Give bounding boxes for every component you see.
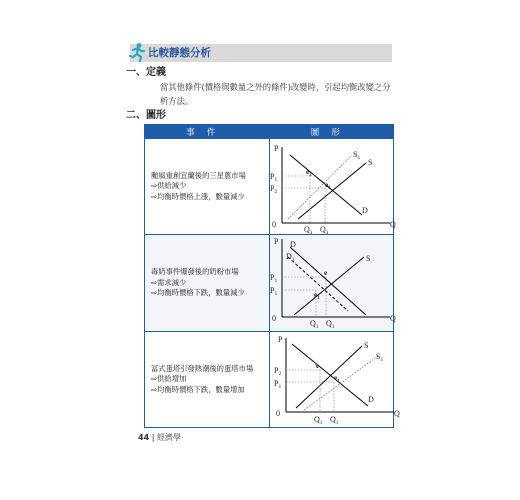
equilibrium-e1-label: $e_1$ [324, 181, 331, 191]
graph-cell [269, 235, 394, 332]
quantity-q2-label: $Q_1$ [319, 225, 329, 234]
header-graph: 圖形 [269, 125, 394, 139]
page-number: 44 [138, 433, 150, 442]
demand-decrease-diagram [270, 235, 402, 331]
quantity-q2-label: $Q_1$ [325, 319, 335, 330]
event-title: 颱風重創宜蘭後的三星蔥市場 [151, 170, 246, 180]
book-title: 經濟學 [156, 433, 181, 442]
quantity-q1-label: $Q_1$ [309, 319, 319, 330]
table-row [145, 139, 394, 235]
equilibrium-e-label: e [323, 269, 327, 277]
origin-label: 0 [271, 314, 276, 323]
definition-heading: 一、定義 [126, 67, 166, 78]
event-title: 冨式蛋塔引發熱潮後的蛋塔市場 [151, 363, 254, 373]
event-shift: ⇨供給增加 [151, 374, 187, 384]
graph-cell [269, 139, 394, 235]
axis-q-label: Q [393, 409, 400, 418]
supply-s-label: S [363, 341, 368, 350]
axis-p-label: P [273, 144, 278, 153]
price-p2-label: $P_2$ [273, 366, 281, 377]
footer-separator: | [151, 433, 155, 442]
axis-q-label: Q [389, 220, 396, 229]
event-description [145, 332, 270, 428]
demand-d-label: D [367, 395, 374, 404]
event-description [145, 235, 270, 332]
price-p1-label: $P_1$ [273, 379, 281, 390]
event-result: ⇨均衡時價格下跌，數量增加 [151, 384, 245, 394]
supply-decrease-diagram [270, 139, 402, 234]
quantity-q1-label: $Q_1$ [303, 225, 313, 234]
demand-d1-label: $D_1$ [285, 252, 295, 263]
table-row [145, 235, 394, 332]
event-result: ⇨均衡時價格上漲，數量減少 [151, 191, 245, 201]
supply-s1-label: $S_1$ [375, 352, 383, 363]
axis-p-label: P [273, 237, 278, 246]
quantity-q2-label: $Q_1$ [329, 415, 339, 426]
header-event: 事件 [145, 125, 270, 139]
equilibrium-e-label: e [315, 362, 319, 370]
quantity-q1-label: $Q_1$ [313, 415, 323, 426]
demand-d-label: D [289, 240, 296, 249]
price-p2-label: $P_2$ [269, 184, 277, 195]
supply-s-label: S [365, 254, 370, 263]
event-description [145, 139, 270, 235]
event-result: ⇨均衡時價格下跌，數量減少 [151, 288, 245, 298]
event-title: 毒奶事件爆發後的奶粉市場 [151, 267, 239, 277]
page-footer [138, 432, 181, 444]
price-p2-label: $P_1$ [269, 286, 277, 297]
table-row [145, 332, 394, 428]
supply-s-label: S [367, 158, 372, 167]
origin-label: 0 [271, 220, 276, 229]
origin-label: 0 [275, 409, 280, 418]
graph-cell [269, 332, 400, 428]
event-shift: ⇨需求減少 [151, 277, 187, 287]
axis-p-label: P [277, 335, 282, 344]
supply-increase-diagram [270, 332, 402, 427]
supply-s1-label: $S_1$ [352, 150, 360, 161]
event-shift: ⇨供給減少 [151, 181, 187, 191]
definition-text: 當其他條件(價格與數量之外的條件)改變時，引起均衡改變之分析方法。 [160, 82, 391, 106]
equilibrium-e1-label: $e_1$ [313, 291, 320, 301]
demand-d-label: D [361, 206, 368, 215]
comparative-statics-table [144, 124, 400, 428]
running-figure-icon [128, 42, 146, 62]
axis-q-label: Q [389, 314, 396, 323]
equilibrium-e1-label: $e_1$ [333, 374, 340, 384]
graphs-heading: 二、圖形 [126, 110, 166, 121]
section-title: 比較靜態分析 [148, 47, 211, 59]
price-p1-label: $P_1$ [269, 273, 277, 284]
price-p1-label: $P_1$ [269, 172, 277, 183]
equilibrium-e2-label: $e_2$ [305, 168, 312, 178]
